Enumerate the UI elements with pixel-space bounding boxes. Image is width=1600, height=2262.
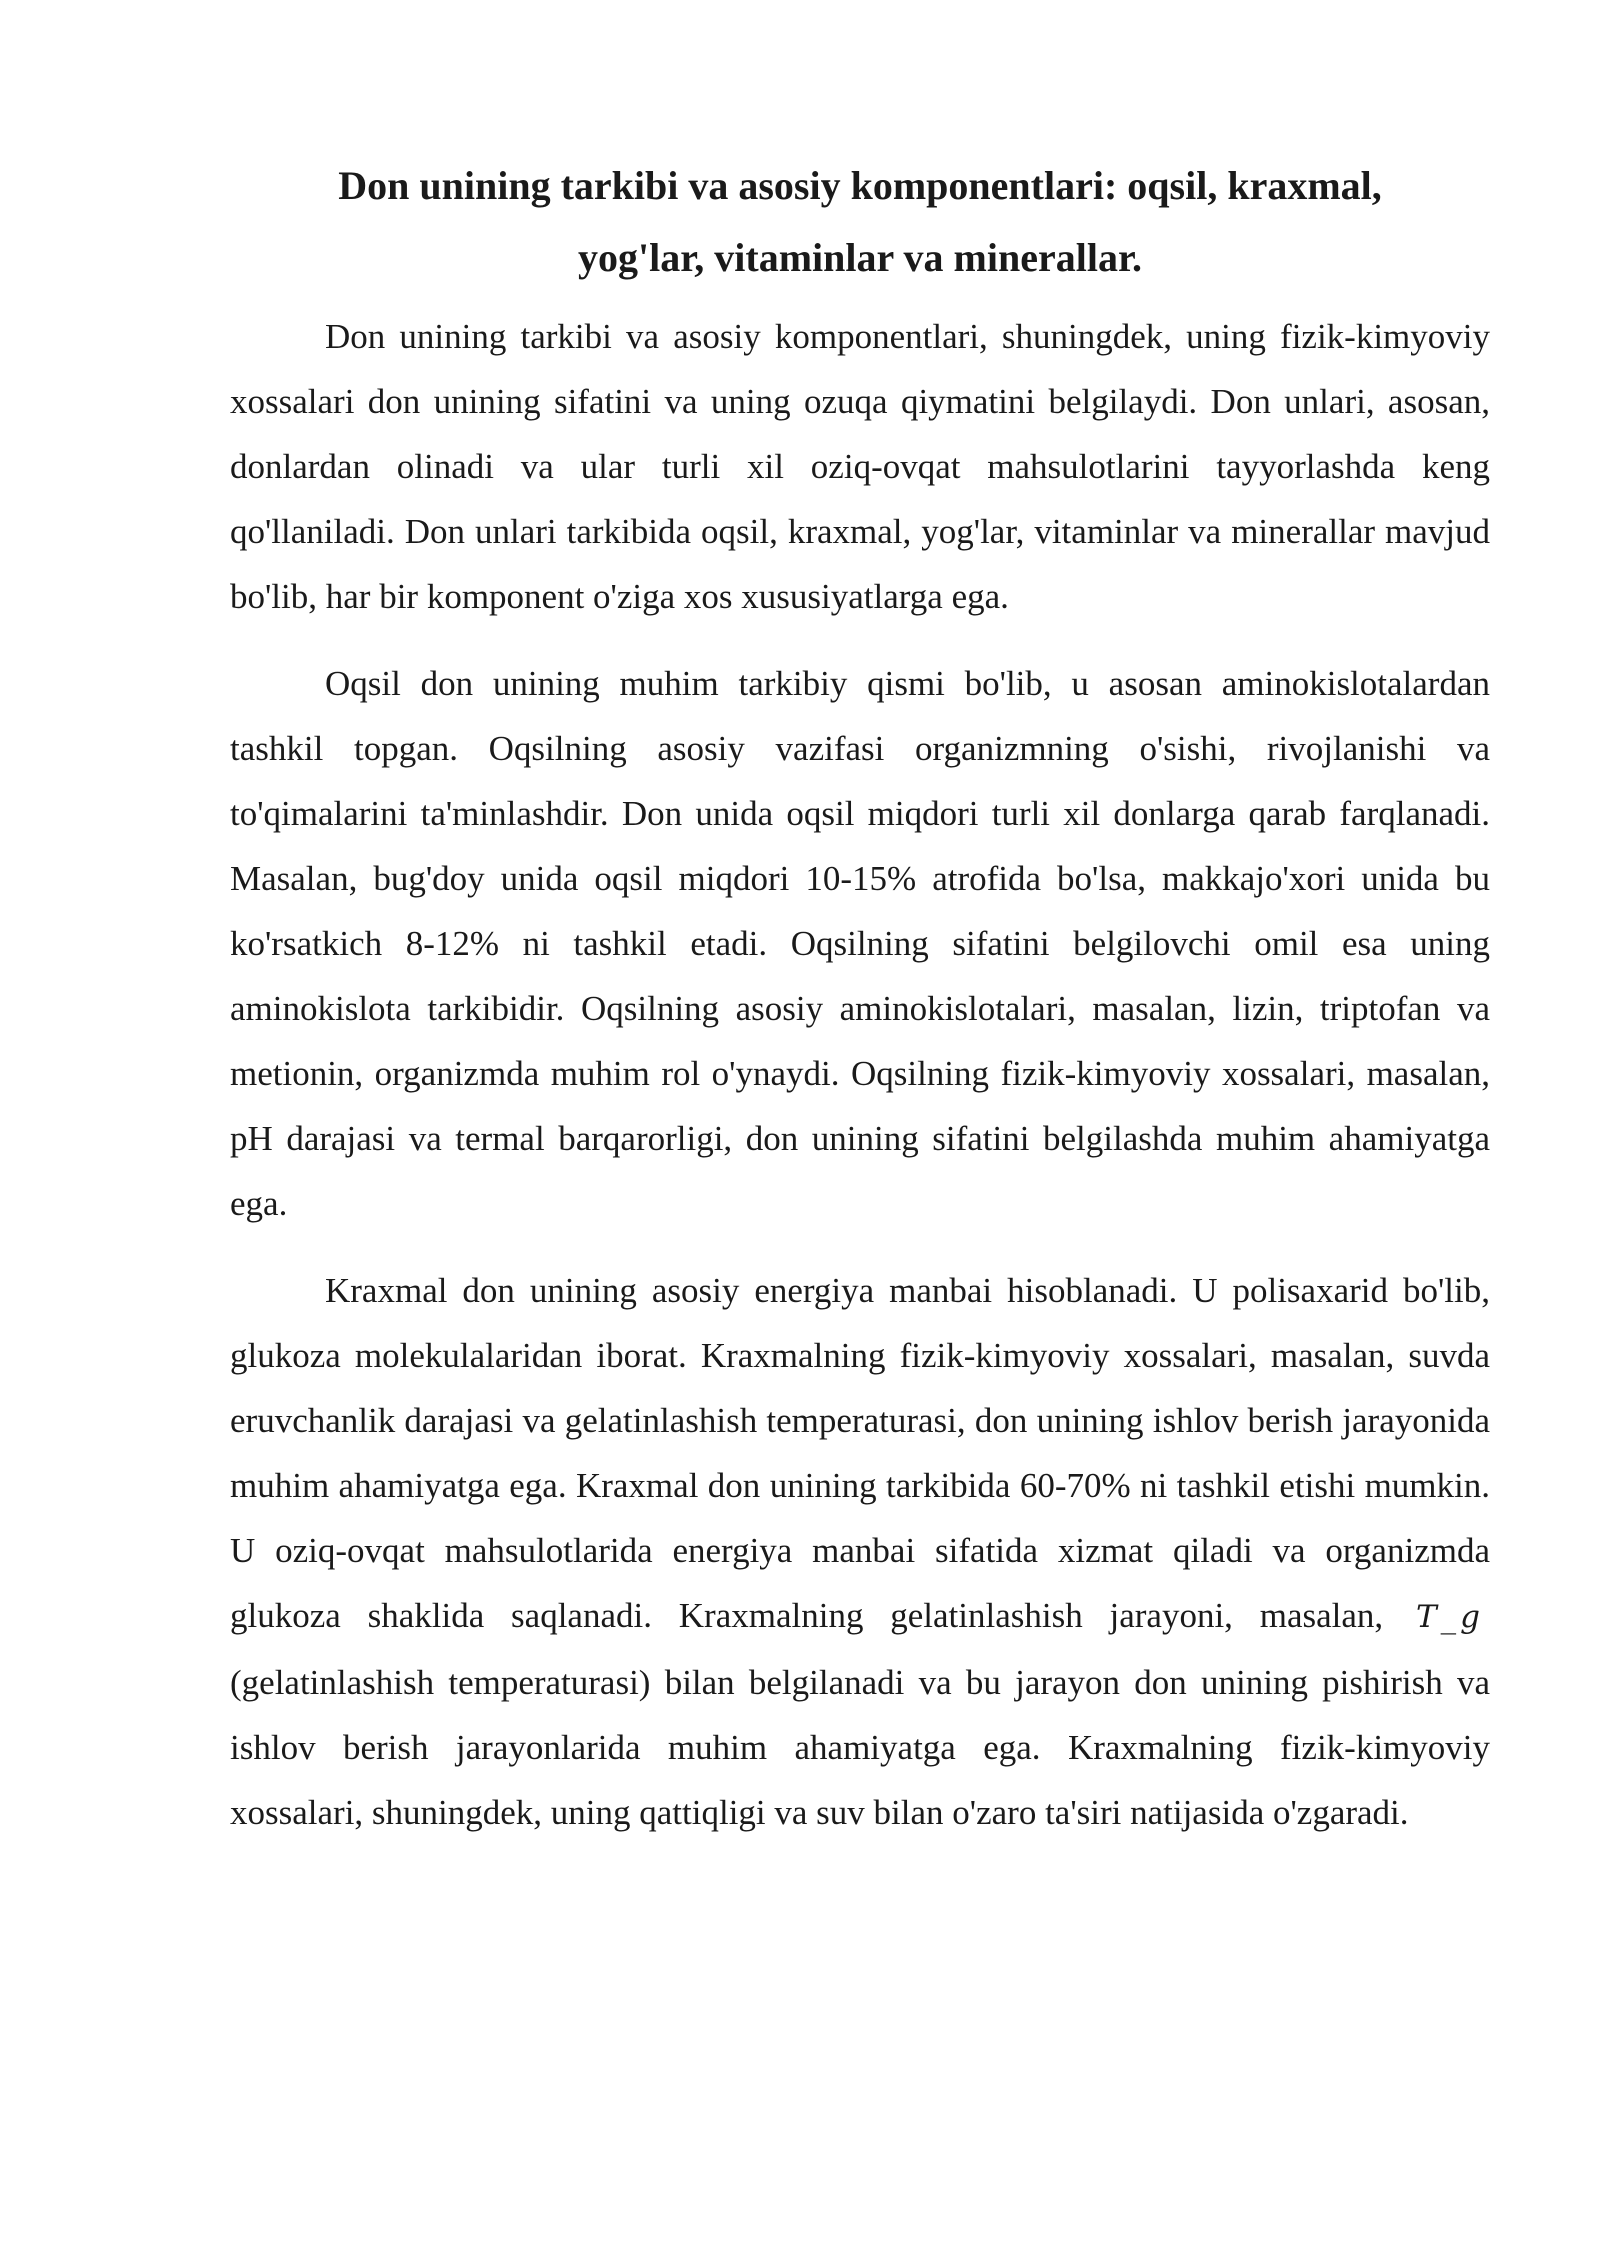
paragraph-protein: Oqsil don unining muhim tarkibiy qismi bo'lib, u asosan aminokislotalardan tashkil topgan. Oqsilning asosiy vazifasi organizmning o'sishi, rivojlanishi va to'qimalarini ta'minlashdir. Don unida oqsil miqdori turli xil donlarga qarab farqlanadi. Masalan, bug'doy unida oqsil miqdori 10-15% atrofida bo'lsa, makkajo'xori unida bu ko'rsatkich 8-12% ni tashkil etadi. Oqsilning sifatini belgilovchi omil esa uning aminokislota tarkibidir. Oqsilning asosiy aminokislotalari, masalan, lizin, triptofan va metionin, organizmda muhim rol o'ynaydi. Oqsilning fizik-kimyoviy xossalari, masalan, pH darajasi va termal barqarorligi, don unining sifatini belgilashda muhim ahamiyatga ega.	[230, 664, 1490, 1223]
paragraph-intro: Don unining tarkibi va asosiy komponentlari, shuningdek, uning fizik-kimyoviy xossalari don unining sifatini va uning ozuqa qiymatini belgilaydi. Don unlari, asosan, donlardan olinadi va ular turli xil oziq-ovqat mahsulotlarini tayyorlashda keng qo'llaniladi. Don unlari tarkibida oqsil, kraxmal, yog'lar, vitaminlar va minerallar mavjud bo'lib, har bir komponent o'ziga xos xususiyatlarga ega.	[230, 317, 1490, 616]
paragraph-starch	[230, 1258, 1490, 1845]
document-page	[230, 150, 1490, 1867]
paragraph-starch-text-before: Kraxmal don unining asosiy energiya manbai hisoblanadi. U polisaxarid bo'lib, glukoza molekulalaridan iborat. Kraxmalning fizik-kimyoviy xossalari, masalan, suvda eruvchanlik darajasi va gelatinlashish temperaturasi, don unining ishlov berish jarayonida muhim ahamiyatga ega. Kraxmal don unining tarkibida 60-70% ni tashkil etishi mumkin. U oziq-ovqat mahsulotlarida energiya manbai sifatida xizmat qiladi va organizmda glukoza shaklida saqlanadi. Kraxmalning gelatinlashish jarayoni, masalan,	[230, 1271, 1490, 1635]
document-title: Don unining tarkibi va asosiy komponentlari: oqsil, kraxmal, yog'lar, vitaminlar va minerallar.	[338, 163, 1382, 280]
gelatinization-temperature-symbol: T_g	[1415, 1599, 1485, 1635]
paragraph-starch-text-after: (gelatinlashish temperaturasi) bilan belgilanadi va bu jarayon don unining pishirish va ishlov berish jarayonlarida muhim ahamiyatga ega. Kraxmalning fizik-kimyoviy xossalari, shuningdek, uning qattiqligi va suv bilan o'zaro ta'siri natijasida o'zgaradi.	[230, 1663, 1490, 1832]
